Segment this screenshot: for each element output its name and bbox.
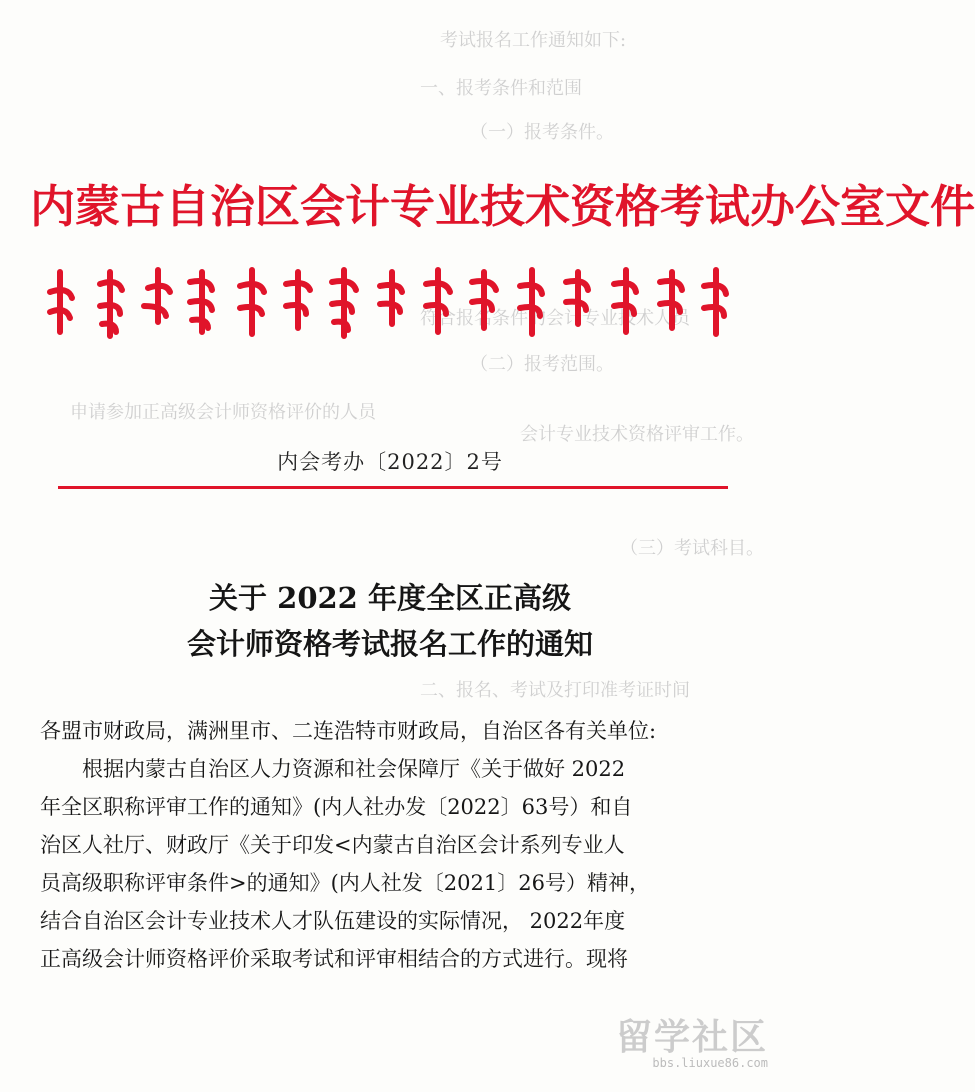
- bleed-through-line: （一）报考条件。: [470, 122, 614, 143]
- body-line: 治区人社厅、财政厅《关于印发<内蒙古自治区会计系列专业人: [40, 833, 625, 857]
- document-number: 内会考办〔2022〕2号: [277, 450, 503, 474]
- bleed-through-line: 考试报名工作通知如下:: [440, 30, 627, 51]
- body-line: 根据内蒙古自治区人力资源和社会保障厅《关于做好 2022: [82, 757, 626, 781]
- bleed-through-line: 申请参加正高级会计师资格评价的人员: [70, 402, 376, 423]
- mongolian-script-masthead: [40, 262, 730, 342]
- red-divider-line: [58, 486, 728, 489]
- body-line: 正高级会计师资格评价采取考试和评审相结合的方式进行。现将: [40, 947, 628, 971]
- bleed-through-line: 会计专业技术资格评审工作。: [520, 424, 754, 445]
- salutation-line: 各盟市财政局，满洲里市、二连浩特市财政局，自治区各有关单位:: [40, 719, 657, 743]
- watermark-logo-text: 留学社区: [615, 1017, 768, 1058]
- bleed-through-line: 二、报名、考试及打印准考证时间: [420, 680, 690, 701]
- masthead-title: 内蒙古自治区会计专业技术资格考试办公室文件: [30, 180, 975, 233]
- bleed-through-line: （二）报考范围。: [470, 354, 614, 375]
- body-line: 结合自治区会计专业技术人才队伍建设的实际情况， 2022年度: [40, 909, 626, 933]
- bleed-through-line: 符合报名条件的会计专业技术人员: [420, 308, 690, 329]
- bleed-through-line: （三）考试科目。: [620, 538, 764, 559]
- notice-title-line2: 会计师资格考试报名工作的通知: [186, 627, 593, 661]
- bleed-through-line: 一、报考条件和范围: [420, 78, 582, 99]
- notice-title-line1: 关于 2022 年度全区正高级: [209, 581, 571, 615]
- body-line: 年全区职称评审工作的通知》(内人社办发〔2022〕63号）和自: [40, 795, 633, 819]
- body-text: [40, 712, 740, 978]
- site-watermark: [616, 1009, 768, 1070]
- watermark-url: bbs.liuxue86.com: [652, 1056, 768, 1070]
- body-line: 员高级职称评审条件>的通知》(内人社发〔2021〕26号）精神，: [40, 871, 650, 895]
